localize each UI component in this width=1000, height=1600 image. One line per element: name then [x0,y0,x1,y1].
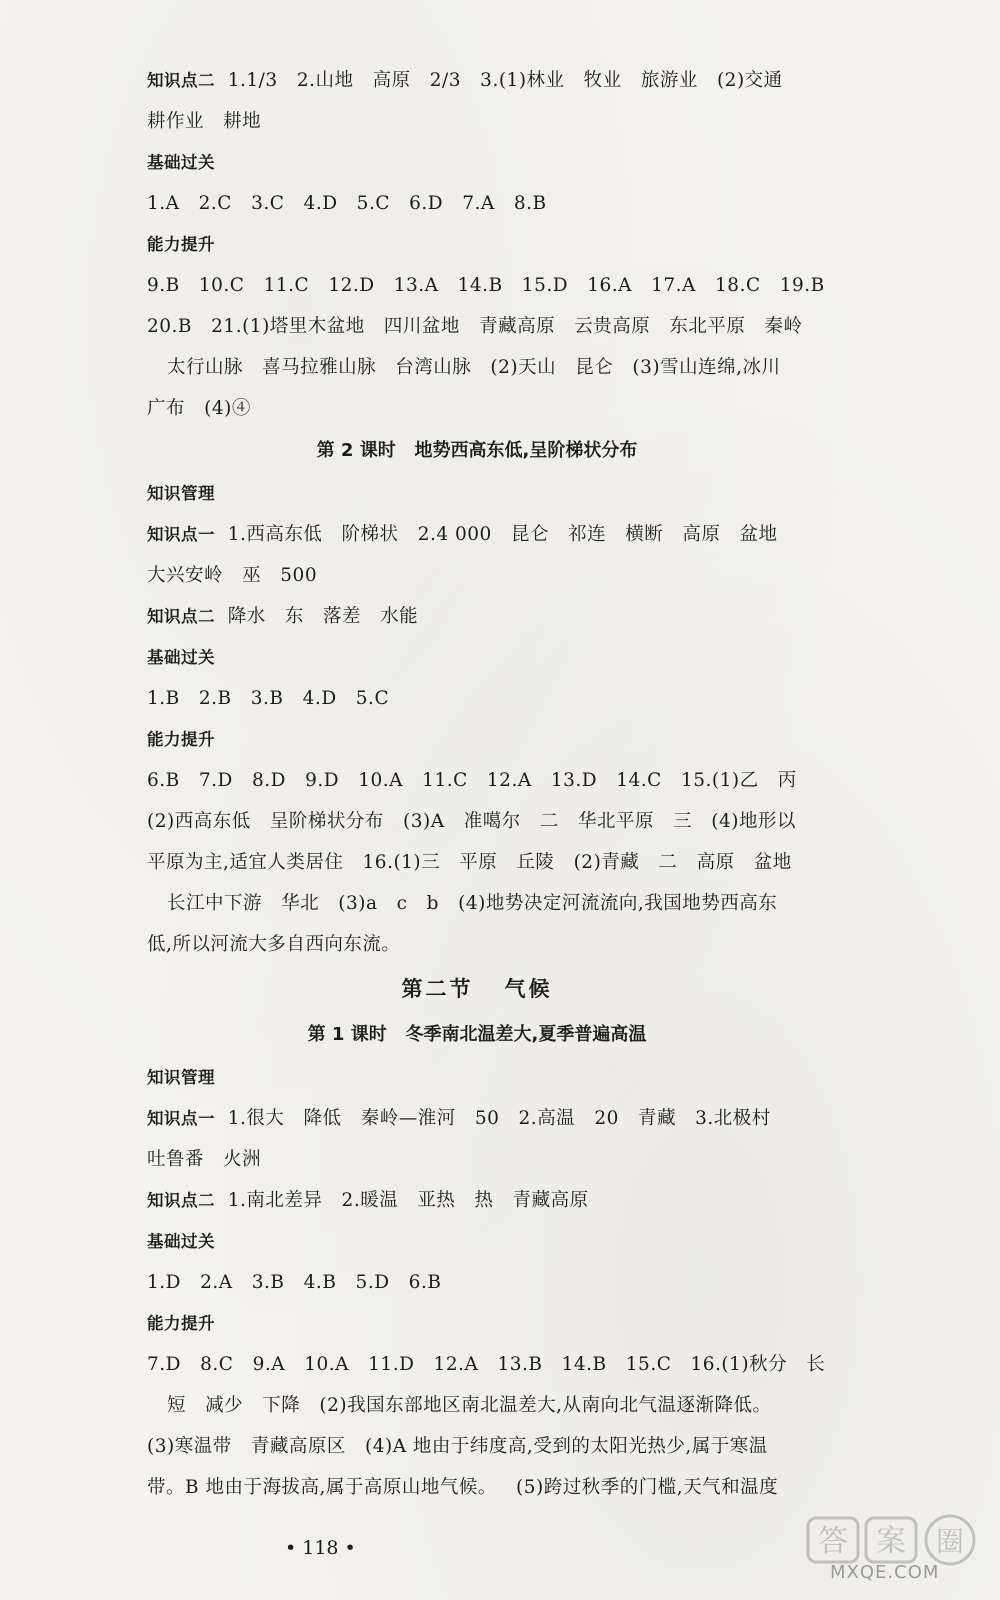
answer-line [147,555,807,596]
lesson-title [147,1013,807,1057]
line-text: 短 减少 下降 (2)我国东部地区南北温差大,从南向北气温逐渐降低。 [167,1395,772,1416]
line-text: 7.D 8.C 9.A 10.A 11.D 12.A 13.B 14.B 15.C 16.(1)秋分 长 [147,1354,826,1375]
line-text: 带。B 地由于海拔高,属于高原山地气候。 (5)跨过秋季的门槛,天气和温度 [147,1477,779,1498]
answer-line [147,388,807,429]
line-text: 第 2 课时 地势西高东低,呈阶梯状分布 [316,440,638,461]
answer-line [147,596,807,637]
knowledge-point-label: 知识点二 [147,607,215,626]
watermark-site: MXQE.COM [830,1562,940,1583]
line-text: (2)西高东低 呈阶梯状分布 (3)A 准噶尔 二 华北平原 三 (4)地形以 [147,811,796,832]
answer-line [147,306,807,347]
line-text: 1.A 2.C 3.C 4.D 5.C 6.D 7.A 8.B [147,193,547,214]
answer-line [147,1467,807,1508]
section-heading [147,224,807,265]
line-text: 1.西高东低 阶梯状 2.4 000 昆仑 祁连 横断 高原 盆地 [215,524,778,545]
watermark-char-1: 答 [818,1524,848,1559]
line-text: 耕作业 耕地 [147,111,262,132]
chapter-section-title [147,965,807,1013]
answer-line [147,842,807,883]
line-text: 6.B 7.D 8.D 9.D 10.A 11.C 12.A 13.D 14.C 15.(1)乙 丙 [147,770,797,791]
answer-line [147,1139,807,1180]
line-text: 第 1 课时 冬季南北温差大,夏季普遍高温 [307,1024,647,1045]
knowledge-point-label: 知识点二 [147,71,215,90]
line-text: (3)寒温带 青藏高原区 (4)A 地由于纬度高,受到的太阳光热少,属于寒温 [147,1436,768,1457]
answer-line [147,183,807,224]
watermark-char-2: 案 [876,1524,906,1559]
section-heading [147,637,807,678]
knowledge-point-label: 知识点一 [147,1109,215,1128]
answer-line [147,265,825,306]
answer-content [147,60,826,1508]
answer-line [147,347,807,388]
knowledge-point-label: 知识点一 [147,525,215,544]
line-text: 基础过关 [147,648,215,667]
watermark-char-3: 圈 [935,1525,965,1558]
section-heading [147,1057,807,1098]
line-text: 20.B 21.(1)塔里木盆地 四川盆地 青藏高原 云贵高原 东北平原 秦岭 [147,316,803,337]
line-text: 9.B 10.C 11.C 12.D 13.A 14.B 15.D 16.A 17.A 18.C 19.B [147,275,825,296]
answer-line [147,1385,807,1426]
line-text: 长江中下游 华北 (3)a c b (4)地势决定河流流向,我国地势西高东 [167,893,778,914]
answer-line [147,1262,807,1303]
line-text: 太行山脉 喜马拉雅山脉 台湾山脉 (2)天山 昆仑 (3)雪山连绵,冰川 [167,357,781,378]
line-text: 降水 东 落差 水能 [215,606,419,627]
answer-line [147,514,807,555]
line-text: 平原为主,适宜人类居住 16.(1)三 平原 丘陵 (2)青藏 二 高原 盆地 [147,852,792,873]
answer-line [147,1344,826,1385]
knowledge-point-label: 知识点二 [147,1191,215,1210]
line-text: 第二节 气候 [401,977,553,1001]
line-text: 能力提升 [147,730,215,749]
line-text: 1.很大 降低 秦岭—淮河 50 2.高温 20 青藏 3.北极村 [215,1108,771,1129]
answer-line [147,60,807,101]
line-text: 知识管理 [147,484,215,503]
answer-line [147,1180,807,1221]
line-text: 1.南北差异 2.暖温 亚热 热 青藏高原 [215,1190,589,1211]
answer-line [147,101,807,142]
line-text: 能力提升 [147,1314,215,1333]
line-text: 基础过关 [147,153,215,172]
answer-line [147,760,807,801]
line-text: 大兴安岭 巫 500 [147,565,318,586]
section-heading [147,1303,807,1344]
answer-line [147,924,807,965]
section-heading [147,142,807,183]
line-text: 能力提升 [147,235,215,254]
answer-line [147,1098,807,1139]
line-text: 知识管理 [147,1068,215,1087]
lesson-title [147,429,807,473]
line-text: 基础过关 [147,1232,215,1251]
page-number: • 118 • [285,1537,356,1559]
section-heading [147,719,807,760]
line-text: 吐鲁番 火洲 [147,1149,262,1170]
answer-line [147,801,807,842]
section-heading [147,473,807,514]
line-text: 1.1/3 2.山地 高原 2/3 3.(1)林业 牧业 旅游业 (2)交通 [215,70,783,91]
line-text: 低,所以河流大多自西向东流。 [147,934,401,955]
answer-line [147,678,807,719]
line-text: 1.D 2.A 3.B 4.B 5.D 6.B [147,1272,442,1293]
line-text: 1.B 2.B 3.B 4.D 5.C [147,688,390,709]
line-text: 广布 (4)④ [147,398,251,419]
answer-line [147,1426,807,1467]
answer-line [147,883,807,924]
section-heading [147,1221,807,1262]
